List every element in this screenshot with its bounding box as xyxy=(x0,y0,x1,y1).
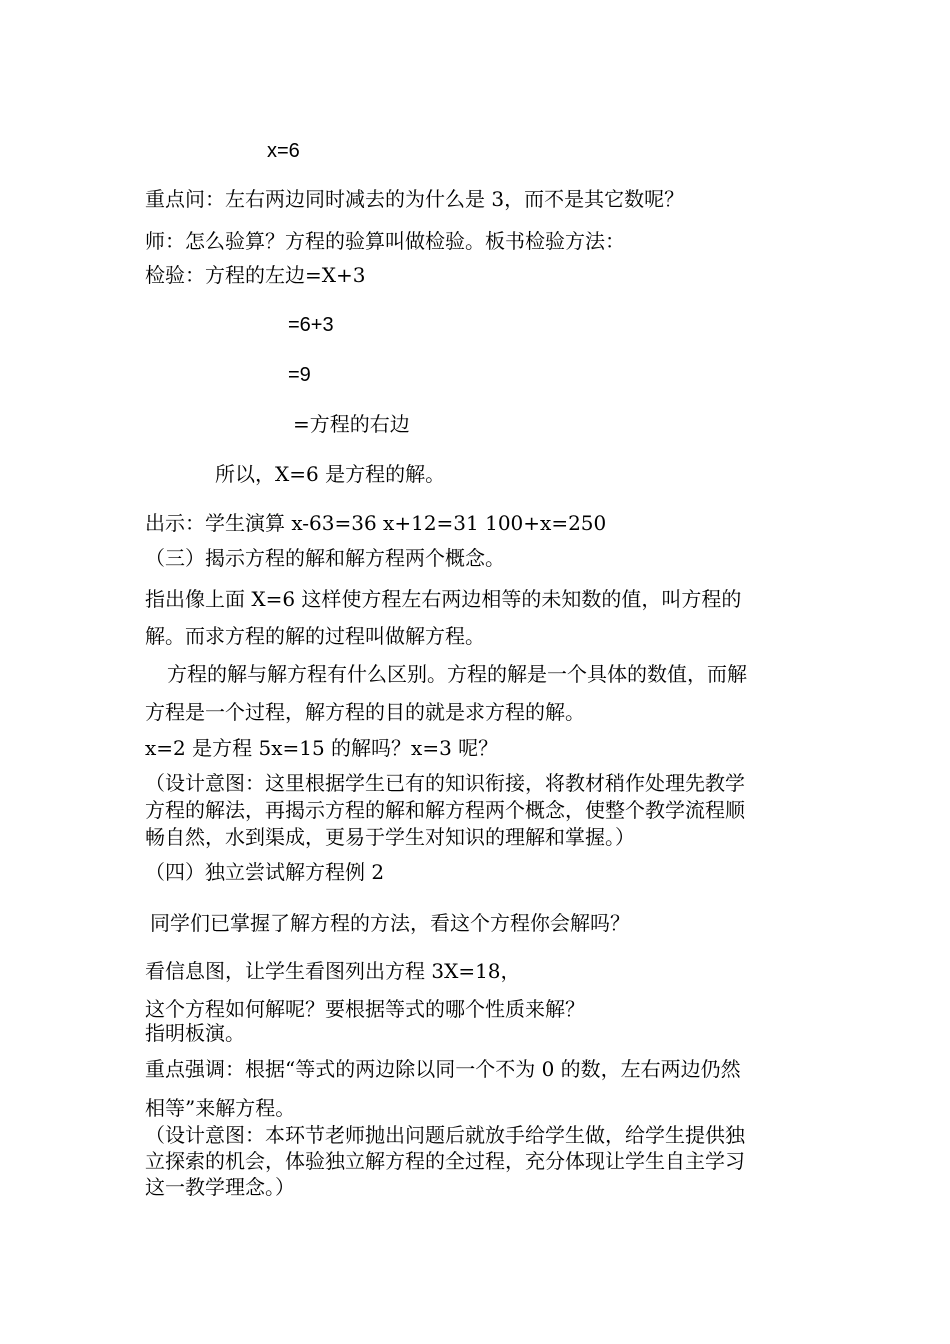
question-line: x=2 是方程 5x=15 的解吗？x=3 呢？ xyxy=(145,736,499,760)
result-line: x=6 xyxy=(267,140,300,162)
section-heading: （四）独立尝试解方程例 2 xyxy=(145,860,385,884)
design-note-line: （设计意图：这里根据学生已有的知识衔接，将教材稍作处理先教学 xyxy=(145,771,745,795)
check-line: 检验：方程的左边=X+3 xyxy=(145,263,366,287)
paragraph-line: 重点强调：根据“等式的两边除以同一个不为 0 的数，左右两边仍然 xyxy=(145,1057,741,1081)
paragraph-line: 同学们已掌握了解方程的方法，看这个方程你会解吗？ xyxy=(150,911,630,935)
section-heading: （三）揭示方程的解和解方程两个概念。 xyxy=(145,546,505,570)
paragraph-line: 指出像上面 X=6 这样使方程左右两边相等的未知数的值，叫方程的 xyxy=(145,587,742,611)
paragraph-line: 解。而求方程的解的过程叫做解方程。 xyxy=(145,624,485,648)
paragraph-line: 看信息图，让学生看图列出方程 3X=18， xyxy=(145,959,521,983)
exercise-line: 出示：学生演算 x-63=36 x+12=31 100+x=250 xyxy=(145,511,607,535)
conclusion-line: 所以，X=6 是方程的解。 xyxy=(215,462,446,486)
paragraph-line: 方程的解与解方程有什么区别。方程的解是一个具体的数值，而解 xyxy=(167,662,747,686)
check-step-line: =9 xyxy=(288,364,311,386)
paragraph-line: 方程是一个过程，解方程的目的就是求方程的解。 xyxy=(145,700,585,724)
check-step-line: =方程的右边 xyxy=(293,412,410,436)
design-note-line: 这一教学理念。） xyxy=(145,1175,295,1199)
teacher-line: 师：怎么验算？方程的验算叫做检验。板书检验方法： xyxy=(145,229,625,253)
design-note-line: 立探索的机会，体验独立解方程的全过程，充分体现让学生自主学习 xyxy=(145,1149,745,1173)
paragraph-line: 指明板演。 xyxy=(145,1021,245,1045)
design-note-line: （设计意图：本环节老师抛出问题后就放手给学生做，给学生提供独 xyxy=(145,1123,745,1147)
key-question-line: 重点问：左右两边同时减去的为什么是 3，而不是其它数呢？ xyxy=(145,187,685,211)
design-note-line: 畅自然，水到渠成，更易于学生对知识的理解和掌握。） xyxy=(145,825,635,849)
paragraph-line: 这个方程如何解呢？要根据等式的哪个性质来解？ xyxy=(145,997,585,1021)
design-note-line: 方程的解法，再揭示方程的解和解方程两个概念，使整个教学流程顺 xyxy=(145,798,745,822)
paragraph-line: 相等”来解方程。 xyxy=(145,1096,296,1120)
check-step-line: =6+3 xyxy=(288,314,334,336)
